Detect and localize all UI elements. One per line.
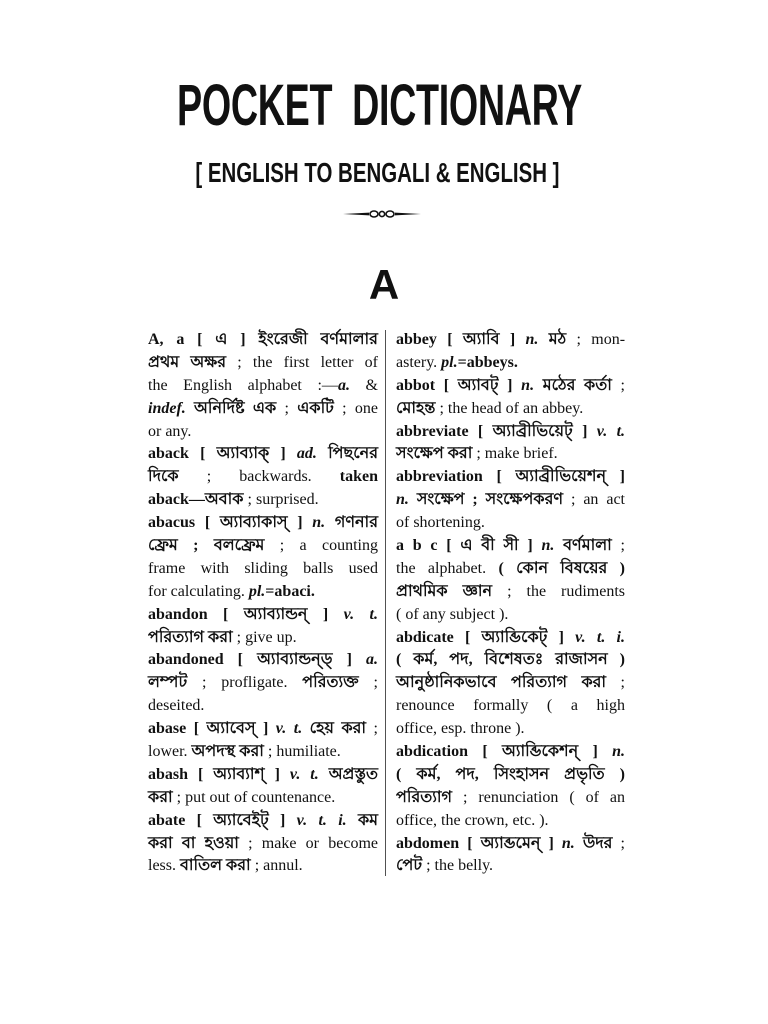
dictionary-entry <box>148 810 378 879</box>
bengali-text: অনির্দিষ্ট এক <box>194 399 277 417</box>
bengali-text: পরিত্যক্ত <box>302 674 359 692</box>
bengali-text: [ অ্যাব্যাশ্ ] <box>197 765 290 783</box>
headword: A, a <box>148 331 198 348</box>
headword: abbreviation <box>396 468 497 486</box>
bengali-text: গণনার <box>334 514 378 532</box>
dictionary-entry <box>396 741 625 833</box>
entry-line <box>396 604 625 627</box>
entry-line <box>396 810 625 833</box>
headword: abbey <box>396 331 448 348</box>
entry-line <box>396 352 625 375</box>
headword: abdicate <box>396 628 465 646</box>
bengali-text: [ অ্যাব্যান্ডন্ড্ ] <box>237 651 366 669</box>
headword: abate <box>148 811 197 829</box>
headword: abdomen <box>396 834 468 852</box>
bengali-text: উদর <box>582 834 613 852</box>
english-text: ; <box>366 720 378 738</box>
english-text: astery. <box>396 353 442 371</box>
english-text: ; a counting <box>264 537 378 555</box>
bengali-text: [ অ্যাব্রীভিয়েশন্ ] <box>496 468 626 486</box>
entry-line <box>396 466 625 489</box>
entry-line <box>396 741 625 764</box>
entry-line <box>148 489 378 512</box>
english-text: the alphabet. <box>396 559 499 577</box>
part-of-speech: pl. <box>248 582 266 600</box>
entry-line <box>148 741 378 764</box>
bengali-text: প্রাথমিক জ্ঞান <box>396 582 493 600</box>
bengali-text: অপ্রস্তুত <box>328 765 378 783</box>
english-text: ( of any subject ). <box>396 605 509 623</box>
entry-line <box>396 855 625 878</box>
entry-line <box>148 581 378 604</box>
english-text: ; the head of an abbey. <box>435 399 584 417</box>
bengali-text: পরিত্যাগ <box>396 788 453 806</box>
bengali-text: সংক্ষেপ ; সংক্ষেপকরণ <box>416 491 564 509</box>
entry-line <box>148 649 378 672</box>
entry-line <box>148 604 378 627</box>
english-text: ; <box>606 674 625 692</box>
bengali-text: অবাক <box>204 491 244 509</box>
bengali-text: [ অ্যাব্রীভিয়েট্ ] <box>477 422 597 440</box>
bengali-text: সংক্ষেপ করা <box>396 445 473 463</box>
part-of-speech: v. t. <box>596 422 626 440</box>
entry-line <box>396 535 625 558</box>
entry-line <box>396 787 625 810</box>
dictionary-entry <box>148 764 378 810</box>
part-of-speech: ad. <box>296 445 329 463</box>
entry-line <box>148 672 378 695</box>
headword: taken <box>339 468 378 486</box>
bengali-text: [ অ্যাবি ] <box>447 331 526 348</box>
bengali-text: মঠের কর্তা <box>542 376 612 394</box>
bengali-text: প্রথম অক্ষর <box>148 353 227 371</box>
english-text: renounce formally ( a high <box>396 697 625 715</box>
english-text: ; make brief. <box>472 445 558 463</box>
english-text: lower. <box>148 743 192 761</box>
bengali-text: [ অ্যাবট্ ] <box>443 376 522 394</box>
dictionary-entry <box>148 512 378 604</box>
column-divider <box>385 330 386 876</box>
english-text: or any. <box>148 422 192 440</box>
english-text: ; <box>358 674 378 692</box>
entry-line <box>148 375 378 398</box>
part-of-speech: n. <box>525 331 549 348</box>
english-text: ; one <box>333 399 378 417</box>
headword: aback <box>148 445 201 463</box>
entry-line <box>148 398 378 421</box>
english-text: & <box>349 376 378 394</box>
part-of-speech: indef. <box>148 399 195 417</box>
bengali-text: পিছনের <box>328 445 379 463</box>
bengali-text: [ এ বী সী ] <box>446 537 542 555</box>
bengali-text: ( কর্ম, পদ, বিশেষতঃ রাজাসন ) <box>396 651 625 669</box>
headword: abbreviate <box>396 422 478 440</box>
english-text: ; make or become <box>238 834 378 852</box>
dictionary-entry <box>396 466 625 535</box>
headword: aback— <box>148 491 205 509</box>
entry-line <box>148 695 378 718</box>
bengali-text: একটি <box>297 399 334 417</box>
ornament-flourish <box>342 207 422 221</box>
part-of-speech: n. <box>521 376 543 394</box>
bengali-text: ( কোন বিষয়ের ) <box>498 559 625 577</box>
part-of-speech: n. <box>312 514 335 532</box>
bengali-text: [ অ্যাব্ডিকেশন্ ] <box>482 743 613 761</box>
dictionary-entry <box>148 443 378 512</box>
english-text: the English alphabet :— <box>148 376 338 394</box>
entry-line <box>148 558 378 581</box>
dictionary-entry <box>148 718 378 764</box>
entry-line <box>396 695 625 718</box>
entry-line <box>396 833 625 856</box>
english-text: ; an act <box>563 491 625 509</box>
entry-line <box>396 443 625 466</box>
bengali-text: মোহন্ত <box>396 399 436 417</box>
headword: abandoned <box>148 651 238 669</box>
bengali-text: বাতিল করা <box>180 857 251 875</box>
bengali-text: ফ্রেম ; বলফ্রেম <box>148 537 265 555</box>
headword: =abbeys. <box>457 353 518 371</box>
dictionary-entry <box>396 329 625 375</box>
part-of-speech: v. t. <box>289 765 329 783</box>
part-of-speech: n. <box>541 537 564 555</box>
english-text: ; mon- <box>566 331 626 348</box>
entry-line <box>148 810 378 833</box>
headword: abash <box>148 765 198 783</box>
page-subtitle-text: [ ENGLISH TO BENGALI & ENGLISH ] <box>194 157 560 188</box>
english-text: ; humiliate. <box>263 743 341 761</box>
bengali-text: [ অ্যাব্যান্ডন্ ] <box>223 605 344 623</box>
headword: abandon <box>148 605 224 623</box>
headword: abacus <box>148 514 205 532</box>
bengali-text: [ অ্যাব্ডিকেট্ ] <box>465 628 576 646</box>
english-text: ; surprised. <box>243 491 319 509</box>
bengali-text: পরিত্যাগ করা <box>148 628 233 646</box>
english-text: frame with sliding balls used <box>148 559 378 577</box>
part-of-speech: v. t. i. <box>296 811 358 829</box>
part-of-speech: pl. <box>441 353 458 371</box>
right-column <box>396 329 625 878</box>
dictionary-entry <box>396 627 625 741</box>
entry-line <box>148 718 378 741</box>
entry-line <box>148 421 378 444</box>
bengali-text: [ অ্যাব্যাকাস্ ] <box>204 514 313 532</box>
bengali-text: করা <box>148 788 173 806</box>
entry-line <box>396 512 625 535</box>
dictionary-entry <box>148 604 378 650</box>
bengali-text: [ এ ] ইংরেজী বর্ণমালার <box>197 331 378 348</box>
entry-line <box>148 443 378 466</box>
bengali-text: [ অ্যাবেইট্ ] <box>196 811 297 829</box>
part-of-speech: n. <box>396 491 417 509</box>
part-of-speech: v. t. <box>275 720 310 738</box>
part-of-speech: a. <box>366 651 378 669</box>
left-column <box>148 329 378 878</box>
entry-line <box>396 558 625 581</box>
page-subtitle <box>0 159 761 187</box>
entry-line <box>148 833 378 856</box>
entry-line <box>396 329 625 352</box>
dictionary-entry <box>148 649 378 718</box>
english-text: ; annul. <box>250 857 303 875</box>
english-text: for calculating. <box>148 582 249 600</box>
dictionary-entry <box>396 535 625 627</box>
entry-line <box>396 649 625 672</box>
entry-line <box>396 764 625 787</box>
headword: abbot <box>396 376 444 394</box>
entry-line <box>148 329 378 352</box>
english-text: ; renunciation ( of an <box>452 788 625 806</box>
english-text: ; put out of countenance. <box>172 788 336 806</box>
english-text: ; the belly. <box>422 857 494 875</box>
dictionary-entry <box>396 421 625 467</box>
entry-line <box>148 855 378 878</box>
english-text: ; profligate. <box>187 674 303 692</box>
entry-line <box>148 535 378 558</box>
dictionary-entry <box>396 375 625 421</box>
entry-line <box>396 627 625 650</box>
english-text: ; <box>612 834 625 852</box>
bengali-text: কম <box>357 811 379 829</box>
page-title <box>0 73 764 138</box>
bengali-text: [ অ্যাব্যাক্ ] <box>200 445 297 463</box>
section-letter: A <box>368 261 400 308</box>
bengali-text: মঠ <box>548 331 567 348</box>
entry-line <box>396 421 625 444</box>
bengali-text: বর্ণমালা <box>563 537 612 555</box>
part-of-speech: v. t. i. <box>575 628 626 646</box>
part-of-speech: v. t. <box>343 605 379 623</box>
entry-line <box>148 764 378 787</box>
bengali-text: হেয় করা <box>309 720 367 738</box>
headword: =abaci. <box>265 582 315 600</box>
dictionary-entry <box>148 329 378 443</box>
english-text: less. <box>148 857 180 875</box>
entry-line <box>148 512 378 535</box>
headword: abase <box>148 720 194 738</box>
bengali-text: পেট <box>396 857 423 875</box>
entry-line <box>396 489 625 512</box>
bengali-text: করা বা হওয়া <box>148 834 239 852</box>
entry-line <box>396 398 625 421</box>
dictionary-entry <box>396 833 625 879</box>
part-of-speech: n. <box>612 743 626 761</box>
entry-line <box>396 672 625 695</box>
english-text: of shortening. <box>396 514 485 532</box>
bengali-text: [ অ্যাব্ডমেন্ ] <box>467 834 562 852</box>
entry-line <box>148 466 378 489</box>
bengali-text: দিকে <box>148 468 179 486</box>
english-text: office, esp. throne ). <box>396 720 525 738</box>
english-text: ; <box>611 537 625 555</box>
bengali-text: [ অ্যাবেস্ ] <box>193 720 276 738</box>
entry-line <box>396 375 625 398</box>
english-text: ; <box>276 399 298 417</box>
english-text: ; the rudiments <box>492 582 626 600</box>
entry-line <box>396 718 625 741</box>
bengali-text: লম্পট <box>148 674 188 692</box>
bengali-text: আনুষ্ঠানিকভাবে পরিত্যাগ করা <box>396 674 607 692</box>
english-text: ; <box>611 376 626 394</box>
entry-line <box>396 581 625 604</box>
bengali-text: ( কর্ম, পদ, সিংহাসন প্রভৃতি ) <box>396 765 625 783</box>
english-text: office, the crown, etc. ). <box>396 811 549 829</box>
english-text: ; backwards. <box>178 468 340 486</box>
headword: a b c <box>396 537 447 555</box>
part-of-speech: a. <box>337 376 350 394</box>
page-title-text: POCKET DICTIONARY <box>177 73 583 138</box>
entry-line <box>148 627 378 650</box>
english-text: ; the first letter of <box>226 353 378 371</box>
headword: abdication <box>396 743 483 761</box>
english-text: ; give up. <box>232 628 297 646</box>
entry-line <box>148 352 378 375</box>
part-of-speech: n. <box>561 834 583 852</box>
bengali-text: অপদস্থ করা <box>191 743 264 761</box>
entry-line <box>148 787 378 810</box>
english-text: deseited. <box>148 697 205 715</box>
